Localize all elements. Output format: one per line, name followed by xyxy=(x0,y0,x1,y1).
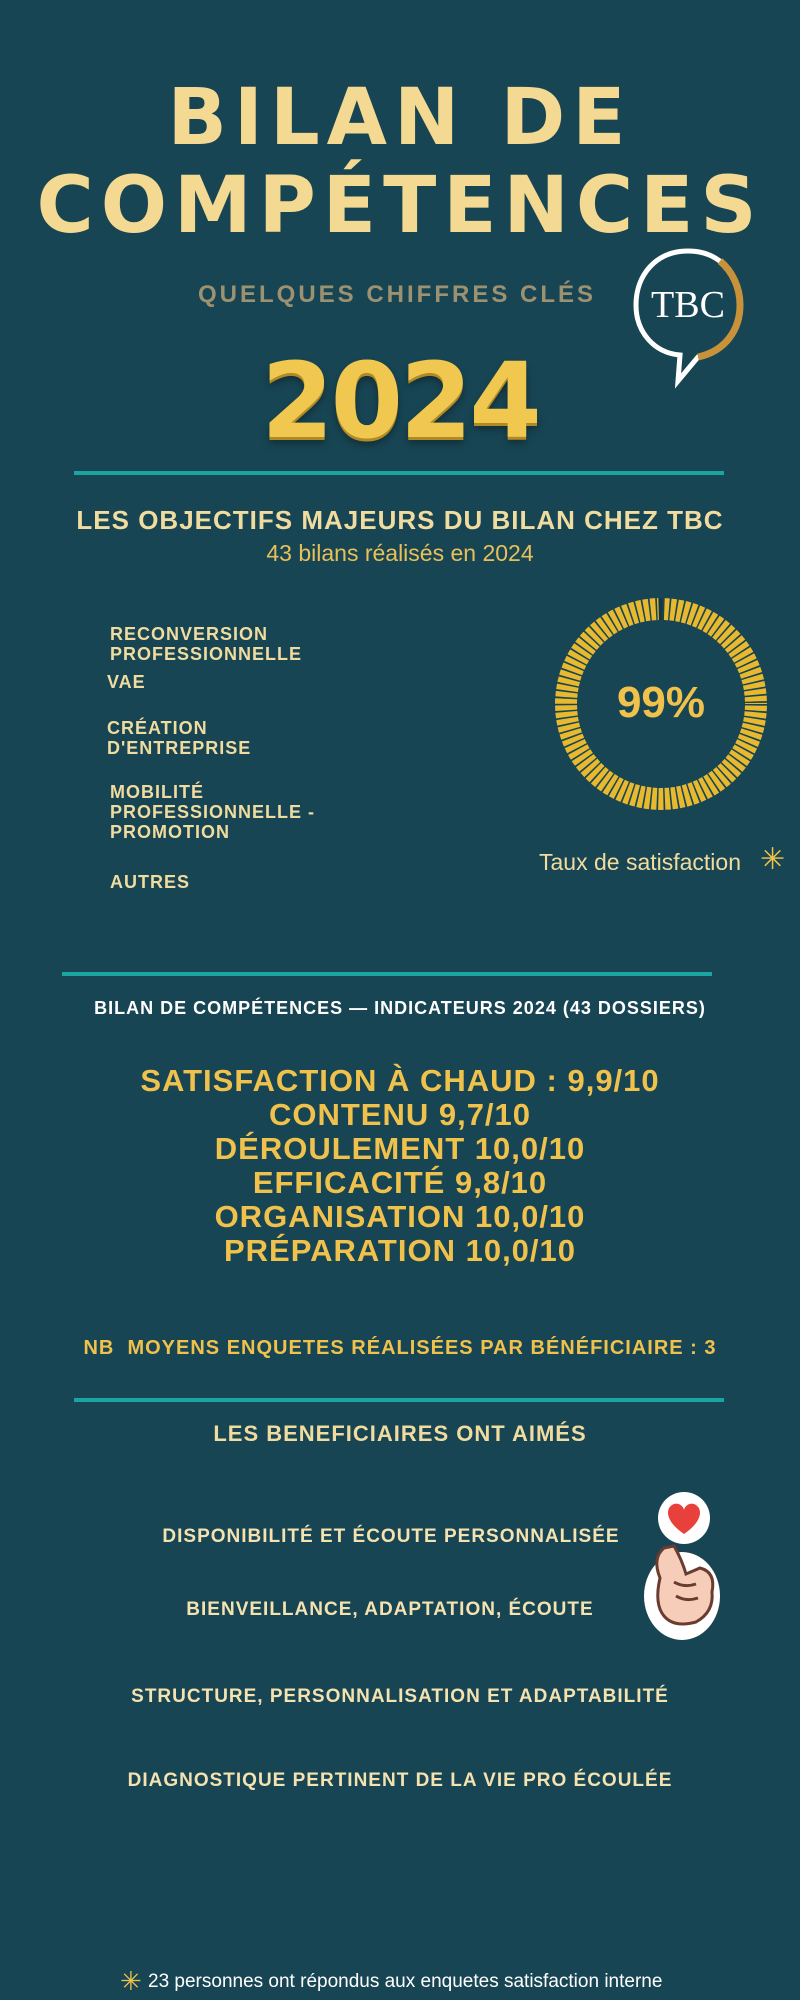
indicator-line: EFFICACITÉ 9,8/10 xyxy=(252,1165,548,1200)
indicators-list xyxy=(0,1064,800,1268)
liked-item: DISPONIBILITÉ ET ÉCOUTE PERSONNALISÉE xyxy=(162,1526,620,1547)
indicator-line: SATISFACTION À CHAUD : 9,9/10 xyxy=(140,1063,660,1098)
satisfaction-gauge xyxy=(553,596,769,812)
heart-hand-icon xyxy=(630,1488,730,1648)
divider xyxy=(74,1398,724,1402)
divider xyxy=(62,972,712,976)
objective-item: MOBILITÉ PROFESSIONNELLE - PROMOTION xyxy=(110,782,316,842)
objective-item: RECONVERSION PROFESSIONNELLE xyxy=(110,624,303,664)
year-badge: 2024 xyxy=(261,340,539,462)
sparkle-icon: ✳ xyxy=(120,1966,142,1996)
satisfaction-label: Taux de satisfaction xyxy=(539,849,742,875)
objective-item: VAE xyxy=(107,672,146,692)
liked-item: STRUCTURE, PERSONNALISATION ET ADAPTABILITÉ xyxy=(131,1686,669,1707)
liked-heading: LES BENEFICIAIRES ONT AIMÉS xyxy=(213,1421,587,1446)
satisfaction-value: 99% xyxy=(616,678,706,727)
surveys-per-beneficiary: NB MOYENS ENQUETES RÉALISÉES PAR BÉNÉFICIAIRE : 3 xyxy=(83,1337,717,1359)
svg-text:TBC: TBC xyxy=(651,284,725,326)
indicator-line: ORGANISATION 10,0/10 xyxy=(214,1199,586,1234)
indicator-line: PRÉPARATION 10,0/10 xyxy=(223,1233,577,1268)
sparkle-icon: ✳ xyxy=(760,843,786,876)
title-line-2: COMPÉTENCES xyxy=(36,161,764,251)
page-title xyxy=(0,74,800,250)
subtitle: QUELQUES CHIFFRES CLÉS xyxy=(198,281,597,308)
liked-item: DIAGNOSTIQUE PERTINENT DE LA VIE PRO ÉCOULÉE xyxy=(127,1770,673,1791)
liked-item: BIENVEILLANCE, ADAPTATION, ÉCOUTE xyxy=(186,1599,594,1620)
divider xyxy=(74,471,724,475)
indicator-line: DÉROULEMENT 10,0/10 xyxy=(214,1131,586,1166)
indicator-line: CONTENU 9,7/10 xyxy=(268,1097,532,1132)
footer-note: 23 personnes ont répondus aux enquetes satisfaction interne xyxy=(148,1971,663,1992)
indicators-heading: BILAN DE COMPÉTENCES — INDICATEURS 2024 (43 DOSSIERS) xyxy=(94,998,706,1018)
objectives-count: 43 bilans réalisés en 2024 xyxy=(266,540,534,566)
objectives-heading: LES OBJECTIFS MAJEURS DU BILAN CHEZ TBC xyxy=(76,505,724,535)
objective-item: AUTRES xyxy=(110,872,191,892)
title-line-1: BILAN DE xyxy=(167,73,633,163)
objective-item: CRÉATION D'ENTREPRISE xyxy=(107,718,252,758)
